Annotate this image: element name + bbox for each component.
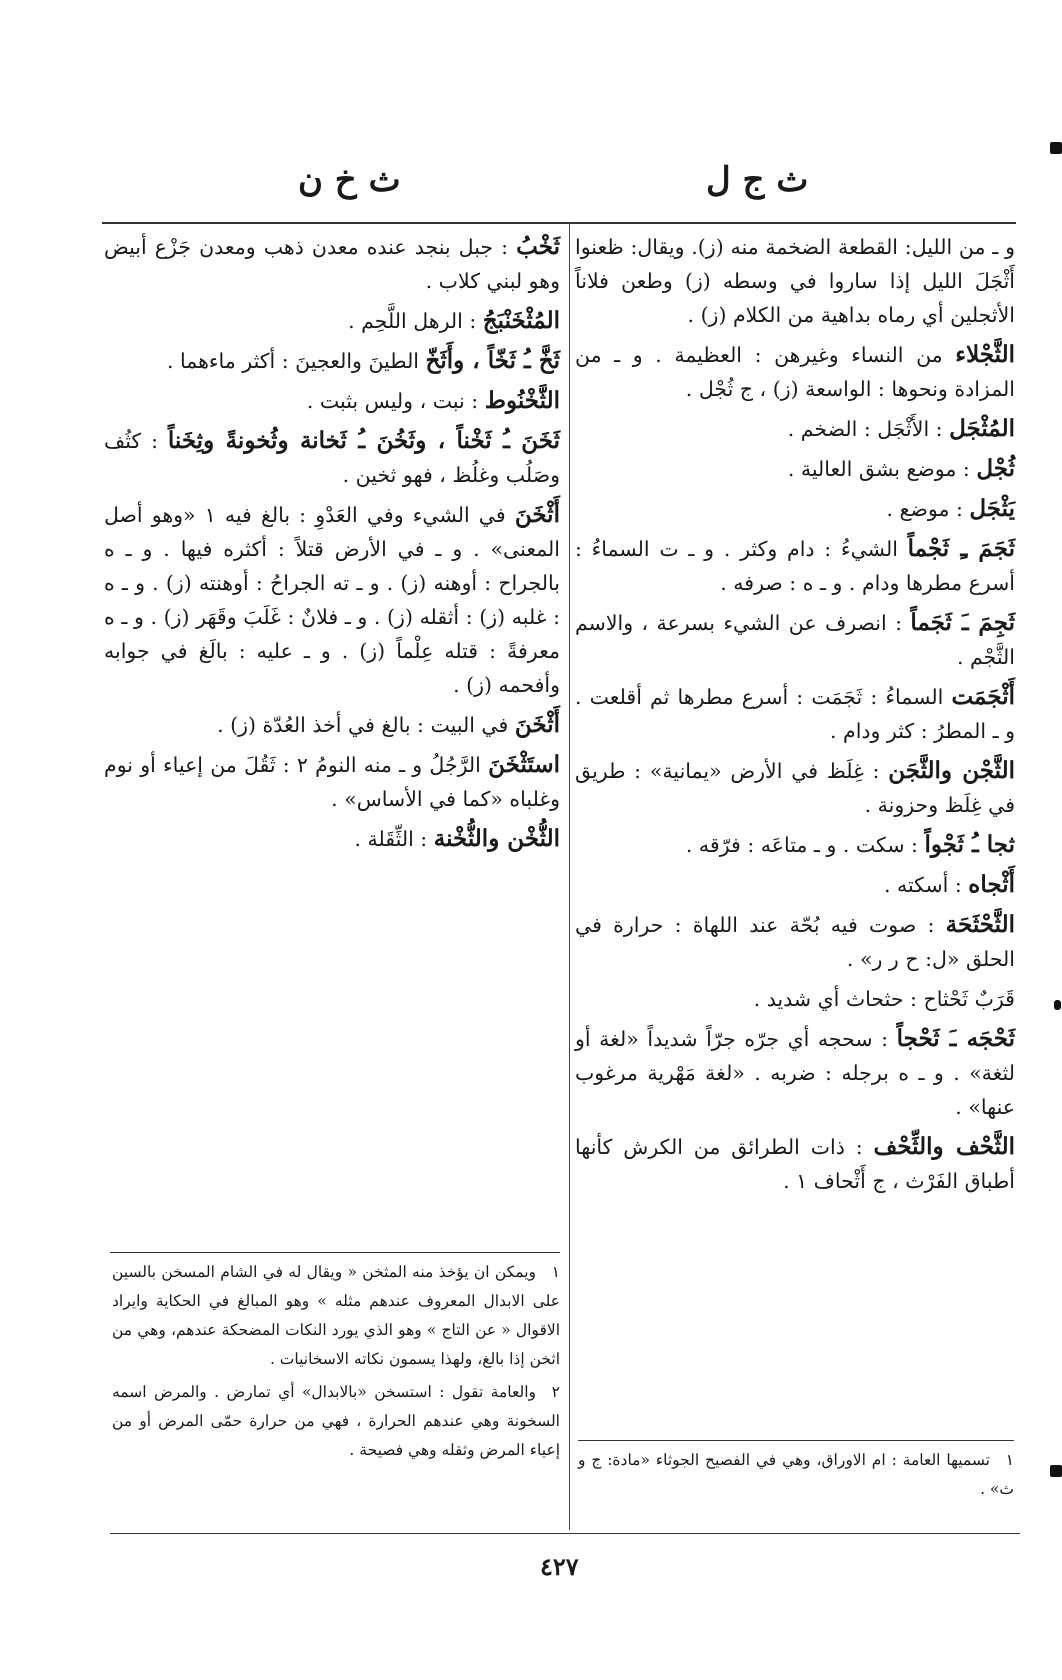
footnotes-left <box>112 1258 560 1469</box>
dictionary-entry <box>104 748 560 816</box>
footnote <box>578 1446 1014 1504</box>
headword: ثجا ـُ ثَجْواً <box>924 831 1015 858</box>
footnote-number: ١ <box>551 1263 560 1281</box>
footnote-rule-left <box>110 1252 560 1253</box>
dictionary-entry <box>575 230 1015 332</box>
definition: : كثُف وصَلُب وغلُظ ، فهو ثخين . <box>104 429 560 487</box>
headword: يَثْجَل <box>969 495 1015 522</box>
headword: ثَخَّ ـُ ثَخّاً ، وأَثَخّ <box>425 347 560 374</box>
definition: : أسكته . <box>883 873 962 897</box>
headword: أَثْجَمَت <box>951 683 1015 710</box>
definition: في الشيء وفي العَدْوِ : بالغ فيه ١ «وهو أصل المعنى» . و ـ في الأرض قتلاً : أكثره فيها . و ـ ه بالجراح : أوهنه (ز) . و ـ ته الجراحُ : أوهنته (ز) . و ـ ه : غلبه (ز) : أثقله (ز) . و ـ فلانٌ : غَلَبَ وقَهَر (ز) . و ـ ه معرفةً : قتله عِلْماً (ز) . و ـ عليه : بالَغ في جوابه وأفحمه (ز) . <box>104 503 560 697</box>
footnote-text: ويمكن ان يؤخذ منه المثخن « ويقال له في الشام المسخن بالسين على الابدال المعروف عندهم مثله » وهو المبالغ في الحكاية وايراد الاقوال « عن التاج » وهو الذي يورد النكات المضحكة عندهم، وهي من اثخن إذا بالغ، ولهذا يسمون نكاته الاسخانيات . <box>112 1263 560 1368</box>
headword: استَثْخَنَ <box>488 751 560 778</box>
headword: الثَّحْثَحَة <box>945 911 1015 938</box>
dictionary-entry <box>575 412 1015 446</box>
dictionary-entry <box>104 344 560 378</box>
definition: : الرهل اللَّحِم . <box>348 309 477 333</box>
dictionary-entry <box>575 532 1015 600</box>
headword: ثَجَمَ ـِ ثَجْماً <box>907 535 1015 562</box>
definition: الرَّجُلُ و ـ منه النومُ ٢ : ثَقُلَ من إعياء أو نوم وغلباه «كما في الأساس» . <box>104 753 560 811</box>
definition: قَرَبٌ ثَحْثاح : حثحاث أي شديد . <box>753 987 1015 1011</box>
definition: من النساء وغيرهن : العظيمة . و ـ من المزادة ونحوها : الواسعة (ز) ، ج ثُجْل . <box>575 343 1015 401</box>
footnote-number: ١ <box>1005 1451 1014 1469</box>
headword: أَثْجاه <box>968 871 1015 898</box>
running-header-right: ث ج ل <box>706 160 809 200</box>
definition: في البيت : بالغ في أخذ العُدّة (ز) . <box>217 713 509 737</box>
dictionary-entry <box>575 754 1015 822</box>
dictionary-entry <box>104 708 560 742</box>
dictionary-entry <box>575 680 1015 748</box>
footnote-text: تسميها العامة : ام الاوراق، وهي في الفصيح الجوثاء «مادة: ج و ث» . <box>578 1451 1014 1498</box>
headword: المُثْجَل <box>949 415 1015 442</box>
right-column <box>575 230 1015 1204</box>
definition: : موضع . <box>886 497 963 521</box>
definition: : موضع بشق العالية . <box>787 457 970 481</box>
headword: الثَّجْن والثَّجَن <box>888 757 1015 784</box>
page-edge-mark <box>1050 142 1062 154</box>
headword: الثَّخْنُوط <box>484 387 560 414</box>
headword: ثَحْجَه ـَ ثَحْجاً <box>896 1025 1015 1052</box>
footnote-number: ٢ <box>551 1383 560 1401</box>
dictionary-entry <box>575 606 1015 674</box>
dictionary-entry <box>575 492 1015 526</box>
dictionary-entry <box>575 868 1015 902</box>
header-rule <box>102 222 1016 224</box>
headword: ثَجِمَ ـَ ثَجَماً <box>910 609 1015 636</box>
dictionary-entry <box>575 452 1015 486</box>
definition: : غِلَظ في الأرض «يمانية» : طريق في غِلَظ وحزونة . <box>575 759 1015 817</box>
definition: : جبل بنجد عنده معدن ذهب ومعدن جَزْع أبيض وهو لبني كلاب . <box>104 235 560 293</box>
dictionary-entry <box>104 304 560 338</box>
footnote-rule-right <box>578 1440 1014 1441</box>
footnotes-right <box>578 1446 1014 1508</box>
dictionary-entry <box>575 828 1015 862</box>
headword: الثَّجْلاء <box>955 341 1015 368</box>
definition: : صوت فيه بُحّة عند اللهاة : حرارة في الحلق «ل: ح ر ر» . <box>575 913 1015 971</box>
footnote-text: والعامة تقول : استسخن «بالابدال» أي تمارض . والمرض اسمه السخونة وهي عندهم الحرارة ، فهي من حرارة حمّى المرض أو من إعياء المرض وثقله وهي فصيحة . <box>112 1383 560 1459</box>
page-edge-mark <box>1054 1000 1061 1010</box>
definition: السماءُ : ثَجَمَت : أسرع مطرها ثم أقلعت . و ـ المطرُ : كثر ودام . <box>575 685 1015 743</box>
definition: : سكت . و ـ متاعَه : فرّقه . <box>685 833 918 857</box>
definition: الطينَ والعجينَ : أكثر ماءهما . <box>166 349 420 373</box>
headword: ثَخْبُ <box>516 233 560 260</box>
left-column <box>104 230 560 862</box>
headword: المُثْخَنْبَجُ <box>482 307 560 334</box>
dictionary-entry <box>104 822 560 856</box>
definition: الشيءُ : دام وكثر . و ـ ت السماءُ : أسرع مطرها ودام . و ـ ه : صرفه . <box>575 537 1015 595</box>
footer-rule <box>110 1533 1020 1534</box>
dictionary-entry <box>104 230 560 298</box>
footnote <box>112 1378 560 1465</box>
headword: أَثْخَنَ <box>514 501 560 528</box>
definition: : ذات الطرائق من الكرش كأنها أطباق الفَرْث ، ج أَثْحاف ١ . <box>575 1135 1015 1193</box>
dictionary-entry <box>575 1130 1015 1198</box>
headword: ثُجْل <box>976 455 1015 482</box>
headword: ثَخَنَ ـُ ثَخْناً ، وثَخُنَ ـُ ثَخانة وثُخونةً وثِخَناً <box>167 427 560 454</box>
dictionary-entry <box>104 424 560 492</box>
dictionary-entry <box>575 908 1015 976</box>
footnote <box>112 1258 560 1374</box>
running-header-left: ث خ ن <box>298 160 401 200</box>
page-number: ٤٢٧ <box>540 1552 579 1581</box>
dictionary-entry <box>575 1022 1015 1124</box>
definition: و ـ من الليل: القطعة الضخمة منه (ز). ويقال: ظعنوا أَثْجَلَ الليل إذا ساروا في وسطه (ز) وطعن فلاناً الأثجلين أي رماه بداهية من الكلام (ز) . <box>575 235 1015 327</box>
dictionary-entry <box>575 338 1015 406</box>
column-divider <box>569 222 570 1530</box>
dictionary-entry <box>575 982 1015 1016</box>
dictionary-entry <box>104 384 560 418</box>
dictionary-entry <box>104 498 560 702</box>
definition: : الأَثْجَل : الضخم . <box>787 417 943 441</box>
definition: : سحجه أي جرّه جرّاً شديداً «لغة أو لثغة» . و ـ ه برجله : ضربه . «لغة مَهْرية مرغوب عنها» . <box>575 1027 1015 1119</box>
headword: أَثْخَنَ <box>514 711 560 738</box>
definition: : نبت ، وليس بثبت . <box>306 389 479 413</box>
definition: : الثِّقَلة . <box>354 827 428 851</box>
headword: الثَّحْف والثِّحْف <box>873 1133 1015 1160</box>
headword: الثُّخْن والثُّخْنة <box>433 825 560 852</box>
page-edge-mark <box>1050 1465 1062 1477</box>
definition: : انصرف عن الشيء بسرعة ، والاسم الثَّجْم . <box>575 611 1015 669</box>
